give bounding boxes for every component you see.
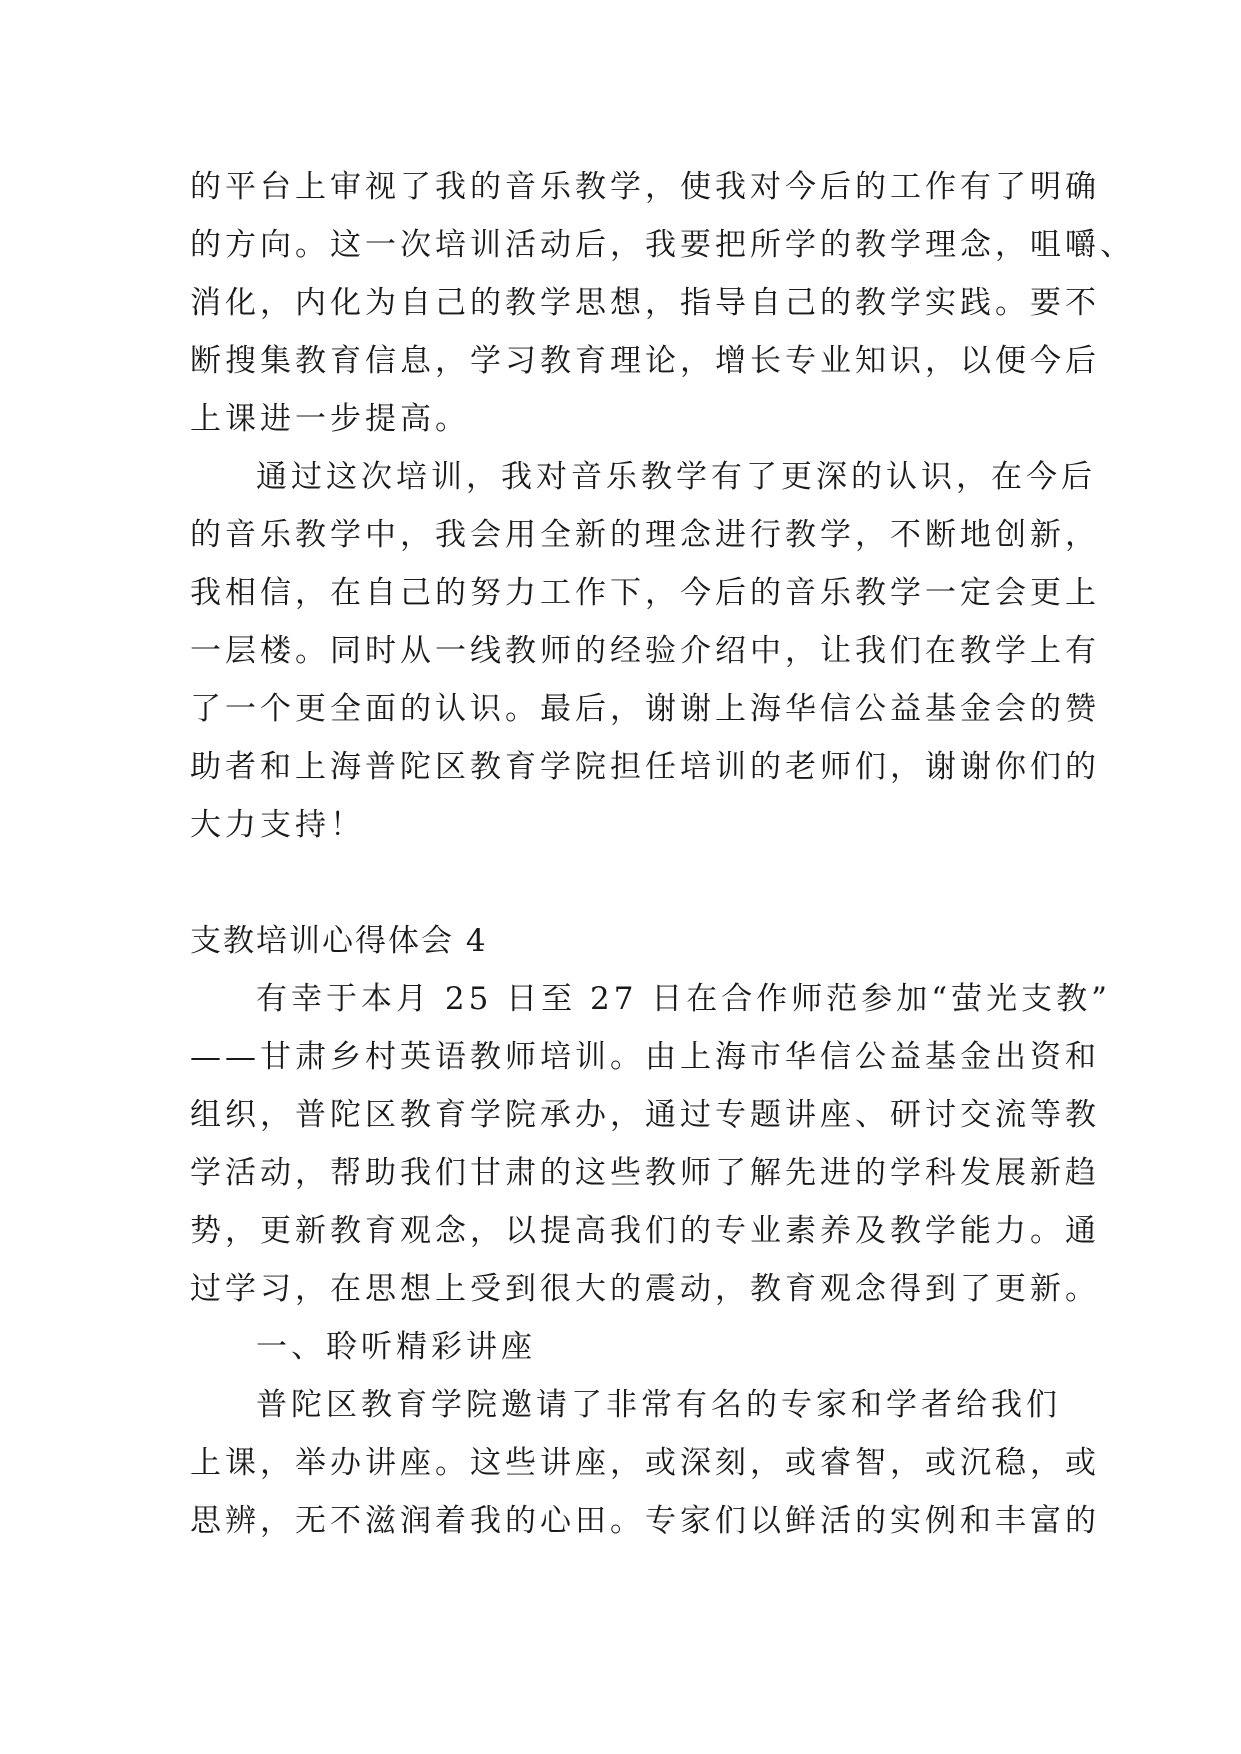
- paragraph-line: 通过这次培训，我对音乐教学有了更深的认识，在今后: [256, 459, 1096, 495]
- paragraph-line: 有幸于本月 25 日至 27 日在合作师范参加“萤光支教”: [256, 981, 1112, 1017]
- paragraph-line: 思辨，无不滋润着我的心田。专家们以鲜活的实例和丰富的: [190, 1503, 1100, 1539]
- paragraph-line: 过学习，在思想上受到很大的震动，教育观念得到了更新。: [190, 1271, 1100, 1307]
- paragraph-line: 一层楼。同时从一线教师的经验介绍中，让我们在教学上有: [190, 633, 1100, 669]
- paragraph-line: 普陀区教育学院邀请了非常有名的专家和学者给我们: [256, 1387, 1061, 1423]
- paragraph-line: 大力支持！: [190, 807, 365, 843]
- paragraph-line: 学活动，帮助我们甘肃的这些教师了解先进的学科发展新趋: [190, 1155, 1100, 1191]
- paragraph-line: 的音乐教学中，我会用全新的理念进行教学，不断地创新，: [190, 517, 1100, 553]
- paragraph-line: 上课，举办讲座。这些讲座，或深刻，或睿智，或沉稳，或: [190, 1445, 1100, 1481]
- paragraph-line: ——甘肃乡村英语教师培训。由上海市华信公益基金出资和: [190, 1039, 1100, 1075]
- paragraph-line: 组织，普陀区教育学院承办，通过专题讲座、研讨交流等教: [190, 1097, 1100, 1133]
- document-body: [190, 158, 1135, 1550]
- paragraph-line: 的平台上审视了我的音乐教学，使我对今后的工作有了明确: [190, 169, 1100, 205]
- paragraph-line: 助者和上海普陀区教育学院担任培训的老师们，谢谢你们的: [190, 749, 1100, 785]
- paragraph-line: 断搜集教育信息，学习教育理论，增长专业知识，以便今后: [190, 343, 1100, 379]
- paragraph-line: 我相信，在自己的努力工作下，今后的音乐教学一定会更上: [190, 575, 1100, 611]
- paragraph-line: 消化，内化为自己的教学思想，指导自己的教学实践。要不: [190, 285, 1100, 321]
- paragraph-line: 上课进一步提高。: [190, 401, 470, 437]
- section-heading: 支教培训心得体会 4: [190, 923, 488, 959]
- paragraph-line: 了一个更全面的认识。最后，谢谢上海华信公益基金会的赞: [190, 691, 1100, 727]
- subsection-heading: 一、聆听精彩讲座: [256, 1329, 536, 1365]
- paragraph-line: 势，更新教育观念，以提高我们的专业素养及教学能力。通: [190, 1213, 1100, 1249]
- blank-line: [190, 854, 1060, 912]
- paragraph-line: 的方向。这一次培训活动后，我要把所学的教学理念，咀嚼、: [190, 227, 1135, 263]
